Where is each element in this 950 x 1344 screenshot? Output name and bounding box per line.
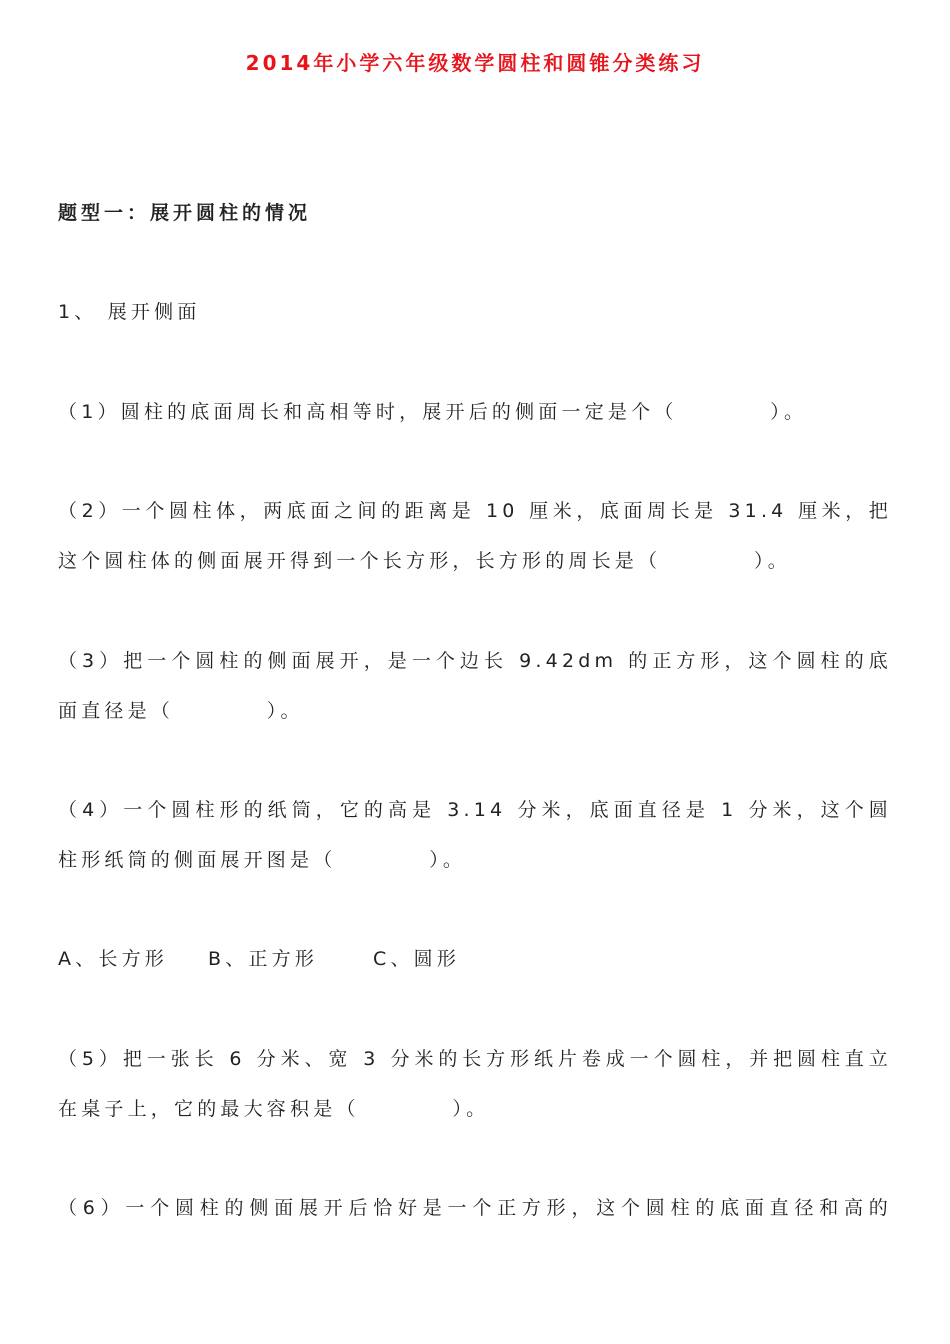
option-b: B、正方形: [208, 948, 319, 970]
question-4-line-2: 柱形纸筒的侧面展开图是（ ）。: [58, 849, 467, 871]
section-heading: 题型一：展开圆柱的情况: [58, 202, 312, 224]
question-6-line-1: （6）一个圆柱的侧面展开后恰好是一个正方形，这个圆柱的底面直径和高的: [58, 1197, 892, 1219]
question-2-line-2: 这个圆柱体的侧面展开得到一个长方形，长方形的周长是（ ）。: [58, 550, 791, 572]
question-3-line-1: （3）把一个圆柱的侧面展开，是一个边长 9.42dm 的正方形，这个圆柱的底: [58, 650, 892, 672]
question-2-line-1: （2）一个圆柱体，两底面之间的距离是 10 厘米，底面周长是 31.4 厘米，把: [58, 500, 892, 522]
question-5-line-1: （5）把一张长 6 分米、宽 3 分米的长方形纸片卷成一个圆柱，并把圆柱直立: [58, 1048, 892, 1070]
question-4-options: [58, 946, 892, 972]
question-3-line-2: 面直径是（ ）。: [58, 700, 304, 722]
option-a: A、长方形: [58, 948, 168, 970]
question-4-line-1: （4）一个圆柱形的纸筒，它的高是 3.14 分米，底面直径是 1 分米，这个圆: [58, 799, 892, 821]
subsection-heading: 1、 展开侧面: [58, 301, 201, 323]
document-title: 2014年小学六年级数学圆柱和圆锥分类练习: [245, 51, 705, 75]
option-c: C、圆形: [373, 948, 461, 970]
question-1: （1）圆柱的底面周长和高相等时，展开后的侧面一定是个（ ）。: [58, 401, 808, 423]
question-5-line-2: 在桌子上，它的最大容积是（ ）。: [58, 1098, 490, 1120]
